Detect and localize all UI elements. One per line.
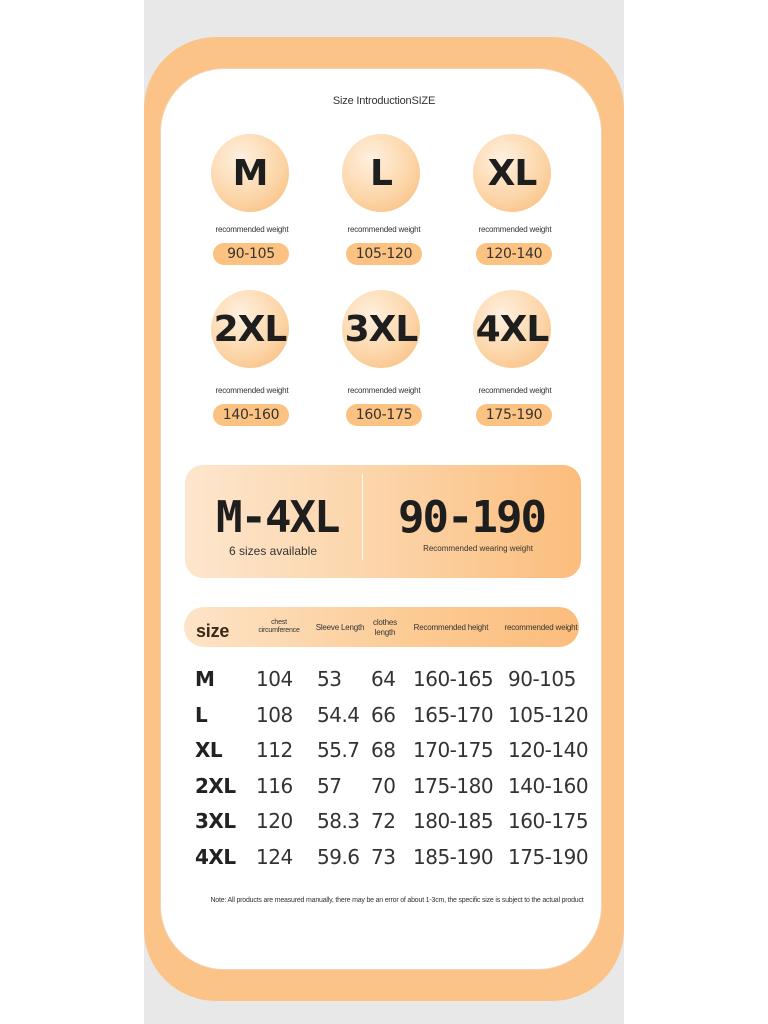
size-badge-m: M — [211, 134, 289, 212]
column-header-weight: recommended weight — [504, 623, 578, 632]
cell-chest: 124 — [256, 845, 293, 869]
cell-height: 180-185 — [413, 809, 494, 833]
cell-chest: 108 — [256, 703, 293, 727]
cell-length: 64 — [371, 667, 396, 691]
size-range-text: M-4XL — [216, 492, 339, 543]
cell-weight: 120-140 — [508, 738, 589, 762]
column-header-height: Recommended height — [413, 623, 489, 632]
cell-sleeve: 54.4 — [317, 703, 360, 727]
cell-weight: 140-160 — [508, 774, 589, 798]
cell-sleeve: 53 — [317, 667, 342, 691]
recommended-weight-label: recommended weight — [215, 225, 289, 234]
recommended-weight-label: recommended weight — [347, 386, 421, 395]
cell-length: 72 — [371, 809, 396, 833]
weight-range-pill: 120-140 — [476, 243, 552, 265]
cell-length: 73 — [371, 845, 396, 869]
cell-height: 185-190 — [413, 845, 494, 869]
size-badge-2xl: 2XL — [211, 290, 289, 368]
cell-sleeve: 57 — [317, 774, 342, 798]
cell-length: 66 — [371, 703, 396, 727]
cell-sleeve: 55.7 — [317, 738, 360, 762]
weight-range-pill: 105-120 — [346, 243, 422, 265]
size-badge-xl: XL — [473, 134, 551, 212]
cell-chest: 112 — [256, 738, 293, 762]
recommended-weight-label: recommended weight — [478, 225, 552, 234]
cell-height: 170-175 — [413, 738, 494, 762]
cell-weight: 160-175 — [508, 809, 589, 833]
cell-sleeve: 58.3 — [317, 809, 360, 833]
cell-size: 3XL — [195, 809, 236, 833]
cell-height: 175-180 — [413, 774, 494, 798]
cell-chest: 116 — [256, 774, 293, 798]
column-header-sleeve: Sleeve Length — [315, 623, 365, 632]
summary-divider — [362, 474, 363, 560]
measurement-note: Note: All products are measured manually, there may be an error of about 1-3cm, the specific size is subject to the actual product — [210, 897, 584, 904]
cell-size: XL — [195, 738, 223, 762]
recommended-weight-label: recommended weight — [215, 386, 289, 395]
page-title: Size IntroductionSIZE — [332, 95, 436, 107]
cell-sleeve: 59.6 — [317, 845, 360, 869]
column-header-chest: chest circumference — [258, 619, 300, 635]
cell-size: 2XL — [195, 774, 236, 798]
column-header-length: clothes length — [373, 618, 397, 637]
cell-weight: 175-190 — [508, 845, 589, 869]
cell-length: 68 — [371, 738, 396, 762]
cell-size: M — [195, 667, 215, 691]
cell-height: 165-170 — [413, 703, 494, 727]
recommended-weight-label: recommended weight — [347, 225, 421, 234]
recommended-weight-label: recommended weight — [478, 386, 552, 395]
weight-range-text: 90-190 — [398, 492, 545, 543]
cell-weight: 105-120 — [508, 703, 589, 727]
weight-range-pill: 160-175 — [346, 404, 422, 426]
weight-range-pill: 90-105 — [213, 243, 289, 265]
size-badge-3xl: 3XL — [342, 290, 420, 368]
cell-height: 160-165 — [413, 667, 494, 691]
cell-size: 4XL — [195, 845, 236, 869]
cell-length: 70 — [371, 774, 396, 798]
weight-range-note: Recommended wearing weight — [423, 544, 533, 553]
cell-chest: 104 — [256, 667, 293, 691]
size-badge-l: L — [342, 134, 420, 212]
column-header-size: size — [196, 621, 230, 641]
cell-chest: 120 — [256, 809, 293, 833]
size-count-note: 6 sizes available — [228, 544, 318, 558]
cell-weight: 90-105 — [508, 667, 576, 691]
size-badge-4xl: 4XL — [473, 290, 551, 368]
weight-range-pill: 175-190 — [476, 404, 552, 426]
weight-range-pill: 140-160 — [213, 404, 289, 426]
cell-size: L — [195, 703, 208, 727]
